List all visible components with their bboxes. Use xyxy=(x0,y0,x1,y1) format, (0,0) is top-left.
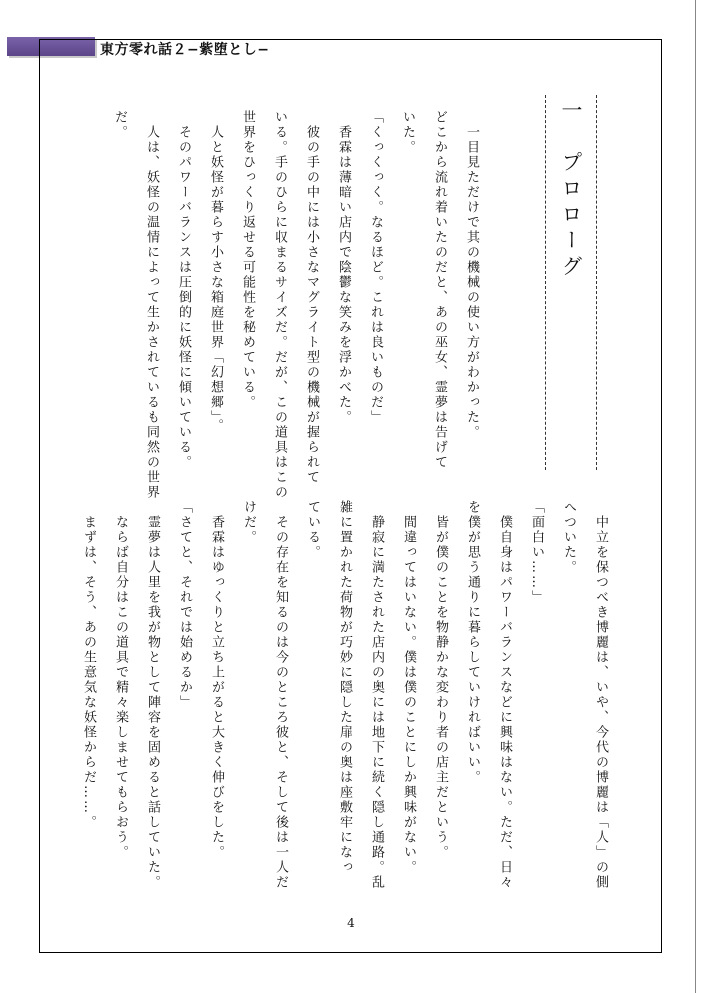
page-header-title: 東方零れ話２−紫堕とし− xyxy=(100,42,270,58)
text-column: 皆が僕のことを物静かな変わり者の店主だという。 xyxy=(433,500,448,860)
text-column: そのパワーバランスは圧倒的に妖怪に傾いている。 xyxy=(176,110,191,470)
text-column: 僕自身はパワーバランスなどに興味はない。ただ、日々 xyxy=(497,500,512,890)
text-column: 香霖は薄暗い店内で陰鬱な笑みを浮かべた。 xyxy=(336,110,351,425)
text-column: 「面白い……」 xyxy=(529,500,544,605)
chapter-title: 一 プロローグ xyxy=(559,99,583,281)
text-column: 一目見ただけで其の機械の使い方がわかった。 xyxy=(464,110,479,440)
text-column: 中立を保つべき博麗は、いや、今代の博麗は「人」の側 xyxy=(593,500,608,890)
text-column: 間違ってはいない。僕は僕のことにしか興味がない。 xyxy=(401,500,416,875)
text-column: 静寂に満たされた店内の奥には地下に続く隠し通路。乱 xyxy=(369,500,384,890)
text-column: まずは、そう、あの生意気な妖怪からだ……。 xyxy=(81,500,96,830)
text-column: 雑に置かれた荷物が巧妙に隠した扉の奥は座敷牢になっ xyxy=(337,500,352,875)
text-column: いた。 xyxy=(400,110,415,155)
text-column: ならば自分はこの道具で精々楽しませてもらおう。 xyxy=(113,500,128,860)
text-column: 彼の手の中には小さなマグライト型の機械が握られて xyxy=(304,110,319,485)
text-column: けだ。 xyxy=(241,500,256,545)
text-column: 香霖はゆっくりと立ち上がると大きく伸びをした。 xyxy=(209,500,224,860)
text-column: 世界をひっくり返せる可能性を秘めている。 xyxy=(240,110,255,410)
chapter-heading-box xyxy=(545,95,597,470)
page-number: 4 xyxy=(347,916,355,930)
text-column: 「さてと、それでは始めるか」 xyxy=(177,500,192,710)
text-column: へついた。 xyxy=(561,500,576,575)
text-column: 霊夢は人里を我が物として陣容を固めると話していた。 xyxy=(145,500,160,890)
text-column: 人は、妖怪の温情によって生かされているも同然の世界 xyxy=(144,110,159,500)
text-column: いる。手のひらに収まるサイズだ。だが、この道具はこの xyxy=(272,110,287,500)
text-column: どこから流れ着いたのだと、あの巫女、霊夢は告げて xyxy=(432,110,447,470)
text-column: ている。 xyxy=(305,500,320,560)
text-column: を僕が思う通りに暮らしていければいい。 xyxy=(465,500,480,785)
text-column: だ。 xyxy=(112,110,127,140)
text-column: 「くっくっく。なるほど。これは良いものだ」 xyxy=(368,110,383,425)
text-column: その存在を知るのは今のところ彼と、そして後は一人だ xyxy=(273,500,288,890)
page-edge-line xyxy=(695,0,696,993)
text-column: 人と妖怪が暮らす小さな箱庭世界「幻想郷」。 xyxy=(208,110,223,434)
